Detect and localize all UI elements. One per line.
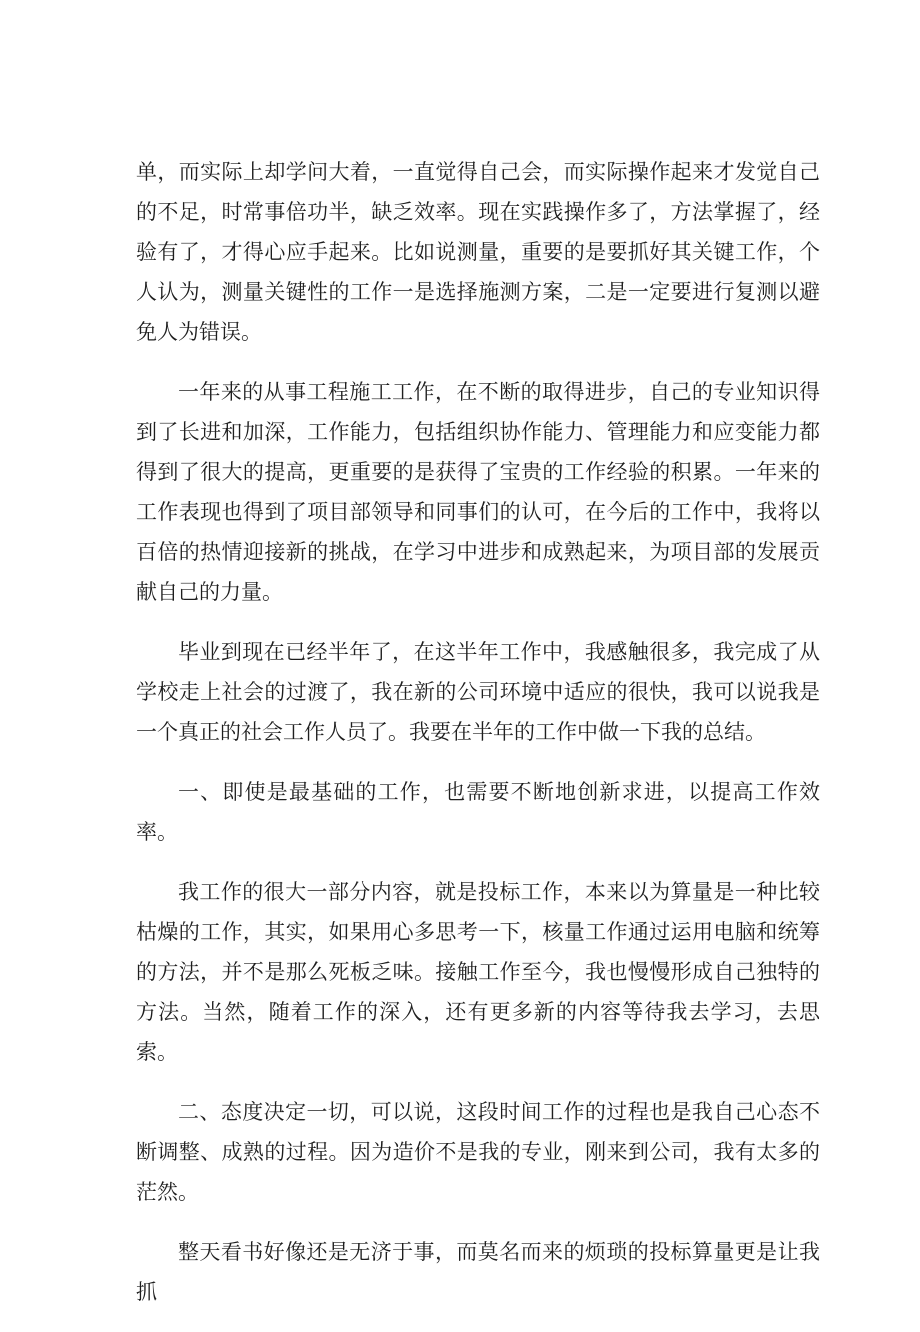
paragraph-2: 一年来的从事工程施工工作，在不断的取得进步，自己的专业知识得到了长进和加深，工作能力，包括组织协作能力、管理能力和应变能力都得到了很大的提高，更重要的是获得了宝贵的工作经验的积累。一年来的工作表现也得到了项目部领导和同事们的认可，在今后的工作中，我将以百倍的热情迎接新的挑战，在学习中进步和成熟起来，为项目部的发展贡献自己的力量。	[136, 380, 820, 604]
paragraph-4-heading: 一、即使是最基础的工作，也需要不断地创新求进，以提高工作效率。	[136, 780, 820, 844]
paragraph-3: 毕业到现在已经半年了，在这半年工作中，我感触很多，我完成了从学校走上社会的过渡了，我在新的公司环境中适应的很快，我可以说我是一个真正的社会工作人员了。我要在半年的工作中做一下我的总结。	[136, 640, 820, 744]
paragraph-5: 我工作的很大一部分内容，就是投标工作，本来以为算量是一种比较枯燥的工作，其实，如果用心多思考一下，核量工作通过运用电脑和统筹的方法，并不是那么死板乏味。接触工作至今，我也慢慢形成自己独特的方法。当然，随着工作的深入，还有更多新的内容等待我去学习，去思索。	[136, 880, 820, 1064]
paragraph-6-heading: 二、态度决定一切，可以说，这段时间工作的过程也是我自己心态不断调整、成熟的过程。因为造价不是我的专业，刚来到公司，我有太多的茫然。	[136, 1100, 820, 1204]
paragraph-7: 整天看书好像还是无济于事，而莫名而来的烦琐的投标算量更是让我抓	[136, 1240, 820, 1304]
paragraph-1: 单，而实际上却学问大着，一直觉得自己会，而实际操作起来才发觉自己的不足，时常事倍功半，缺乏效率。现在实践操作多了，方法掌握了，经验有了，才得心应手起来。比如说测量，重要的是要抓好其关键工作，个人认为，测量关键性的工作一是选择施测方案，二是一定要进行复测以避免人为错误。	[136, 160, 820, 344]
document-body	[136, 152, 820, 1332]
